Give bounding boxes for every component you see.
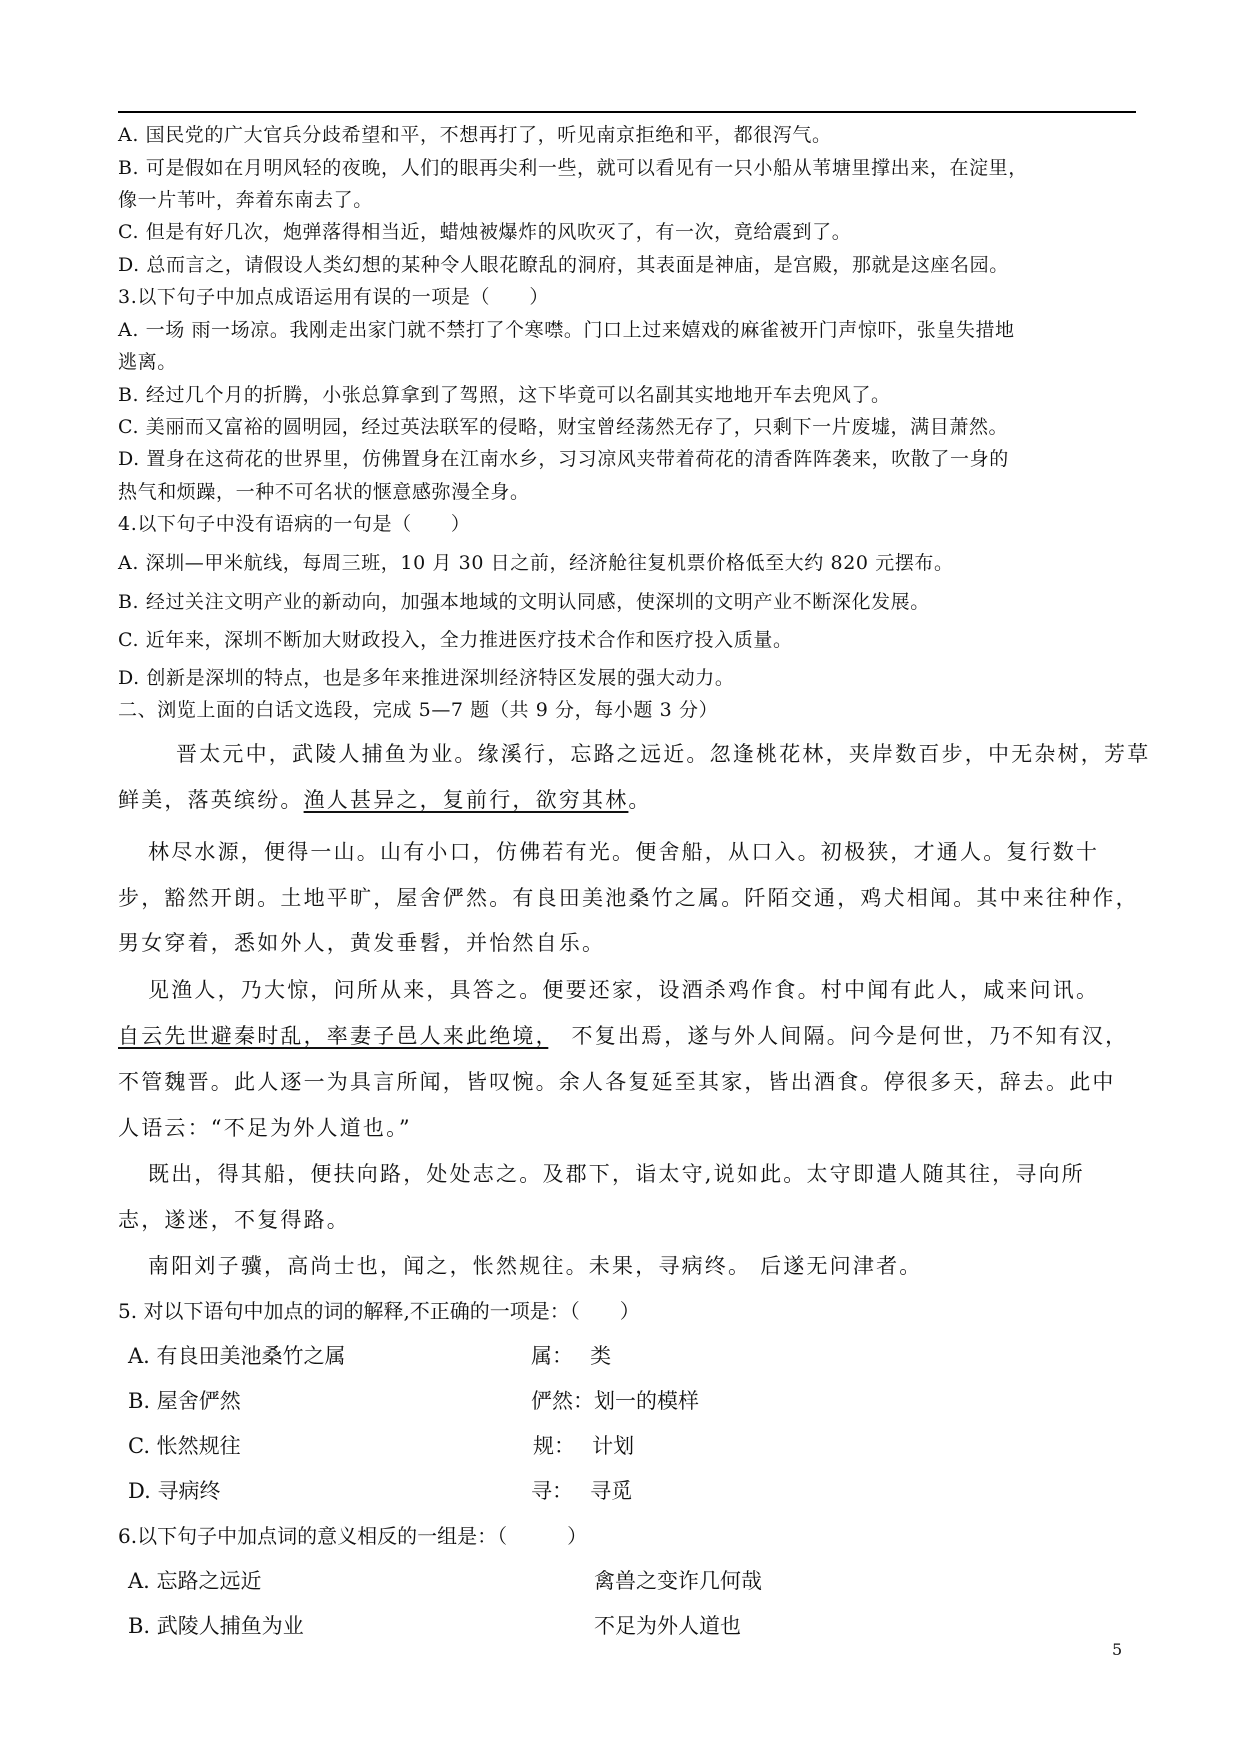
passage-text: 。	[628, 788, 652, 812]
q5-option-c-gloss: 规： 计划	[533, 1434, 635, 1458]
text-line: 热气和烦躁，一种不可名状的惬意感弥漫全身。	[118, 481, 530, 503]
text-line: 逃离。	[118, 351, 177, 373]
text-line: C. 但是有好几次，炮弹落得相当近，蜡烛被爆炸的风吹灭了，有一次，竟给震到了。	[118, 221, 852, 243]
passage-line: 人语云：“不足为外人道也。”	[118, 1116, 412, 1140]
text-line: A. 一场 雨一场凉。我刚走出家门就不禁打了个寒噤。门口上过来嬉戏的麻雀被开门声惊吓，张皇失措地	[118, 319, 1015, 341]
question-5-stem: 5. 对以下语句中加点的词的解释,不正确的一项是：（ ）	[118, 1299, 640, 1323]
header-rule	[118, 111, 1136, 113]
text-line: C. 近年来，深圳不断加大财政投入，全力推进医疗技术合作和医疗投入质量。	[118, 629, 793, 651]
q5-option-d-gloss: 寻： 寻觅	[531, 1479, 633, 1503]
q5-option-b-gloss: 俨然：划一的模样	[531, 1389, 699, 1413]
passage-line: 见渔人，乃大惊，问所从来，具答之。便要还家，设酒杀鸡作食。村中闻有此人，咸来问讯。	[148, 978, 1100, 1002]
q6-option-b-text: B. 武陵人捕鱼为业	[128, 1614, 304, 1638]
q6-option-a-text: A. 忘路之远近	[128, 1569, 262, 1593]
q5-option-b-text: B. 屋舍俨然	[128, 1389, 241, 1413]
passage-line: 男女穿着，悉如外人，黄发垂髫，并怡然自乐。	[118, 931, 606, 955]
passage-line: 既出，得其船，便扶向路，处处志之。及郡下，诣太守,说如此。太守即遣人随其往，寻向所	[148, 1162, 1085, 1186]
q5-option-a-text: A. 有良田美池桑竹之属	[128, 1344, 346, 1368]
question-3-stem: 3.以下句子中加点成语运用有误的一项是（ ）	[118, 286, 549, 308]
passage-line: 志，遂迷，不复得路。	[118, 1208, 350, 1232]
passage-text: 不复出焉，遂与外人间隔。问今是何世，乃不知有汉，	[548, 1024, 1129, 1048]
text-line: D. 创新是深圳的特点，也是多年来推进深圳经济特区发展的强大动力。	[118, 667, 735, 689]
section-2-heading: 二、浏览上面的白话文选段，完成 5—7 题（共 9 分，每小题 3 分）	[118, 699, 719, 721]
question-4-stem: 4.以下句子中没有语病的一句是（ ）	[118, 513, 471, 535]
passage-line: 晋太元中，武陵人捕鱼为业。缘溪行，忘路之远近。忽逢桃花林，夹岸数百步，中无杂树，芳草	[176, 742, 1151, 766]
passage-line: 南阳刘子骥，高尚士也，闻之，怅然规往。未果，寻病终。 后遂无问津者。	[148, 1254, 923, 1278]
q5-option-a-gloss: 属： 类	[531, 1344, 612, 1368]
underlined-sentence: 渔人甚异之，复前行，欲穷其林	[303, 788, 629, 812]
page-number: 5	[1112, 1640, 1123, 1659]
text-line: B. 经过几个月的折腾，小张总算拿到了驾照，这下毕竟可以名副其实地地开车去兜风了。	[118, 384, 891, 406]
q5-option-d-text: D. 寻病终	[128, 1479, 221, 1503]
text-line: C. 美丽而又富裕的圆明园，经过英法联军的侵略，财宝曾经荡然无存了，只剩下一片废墟，满目萧然。	[118, 416, 1009, 438]
text-line: 像一片苇叶，奔着东南去了。	[118, 189, 373, 211]
text-line: A. 国民党的广大官兵分歧希望和平，不想再打了，听见南京拒绝和平，都很泻气。	[118, 124, 832, 146]
underlined-sentence: 自云先世避秦时乱，率妻子邑人来此绝境，	[118, 1024, 549, 1048]
text-line: D. 置身在这荷花的世界里，仿佛置身在江南水乡，习习凉风夹带着荷花的清香阵阵袭来，吹散了一身的	[118, 448, 1009, 470]
text-line: D. 总而言之，请假设人类幻想的某种令人眼花瞭乱的洞府，其表面是神庙，是宫殿，那就是这座名园。	[118, 254, 1009, 276]
passage-line: 步，豁然开朗。土地平旷，屋舍俨然。有良田美池桑竹之属。阡陌交通，鸡犬相闻。其中来往种作，	[118, 886, 1139, 910]
passage-text: 鲜美，落英缤纷。	[118, 788, 304, 812]
text-line: B. 可是假如在月明风轻的夜晚，人们的眼再尖利一些，就可以看见有一只小船从苇塘里撑出来，在淀里，	[118, 157, 1028, 179]
text-line: A. 深圳—甲米航线，每周三班，10 月 30 日之前，经济舱往复机票价格低至大约 820 元摆布。	[118, 552, 954, 574]
passage-line	[118, 786, 652, 814]
passage-line: 不管魏晋。此人逐一为具言所闻，皆叹惋。余人各复延至其家，皆出酒食。停很多天，辞去。此中	[118, 1070, 1116, 1094]
text-line: B. 经过关注文明产业的新动向，加强本地域的文明认同感，使深圳的文明产业不断深化发展。	[118, 591, 930, 613]
question-6-stem: 6.以下句子中加点词的意义相反的一组是：（ ）	[118, 1524, 588, 1548]
passage-line: 林尽水源，便得一山。山有小口，仿佛若有光。便舍船，从口入。初极狭，才通人。复行数十	[148, 840, 1100, 864]
q6-option-b-pair: 不足为外人道也	[594, 1614, 741, 1638]
passage-line	[118, 1022, 1128, 1050]
q5-option-c-text: C. 怅然规往	[128, 1434, 241, 1458]
q6-option-a-pair: 禽兽之变诈几何哉	[594, 1569, 762, 1593]
